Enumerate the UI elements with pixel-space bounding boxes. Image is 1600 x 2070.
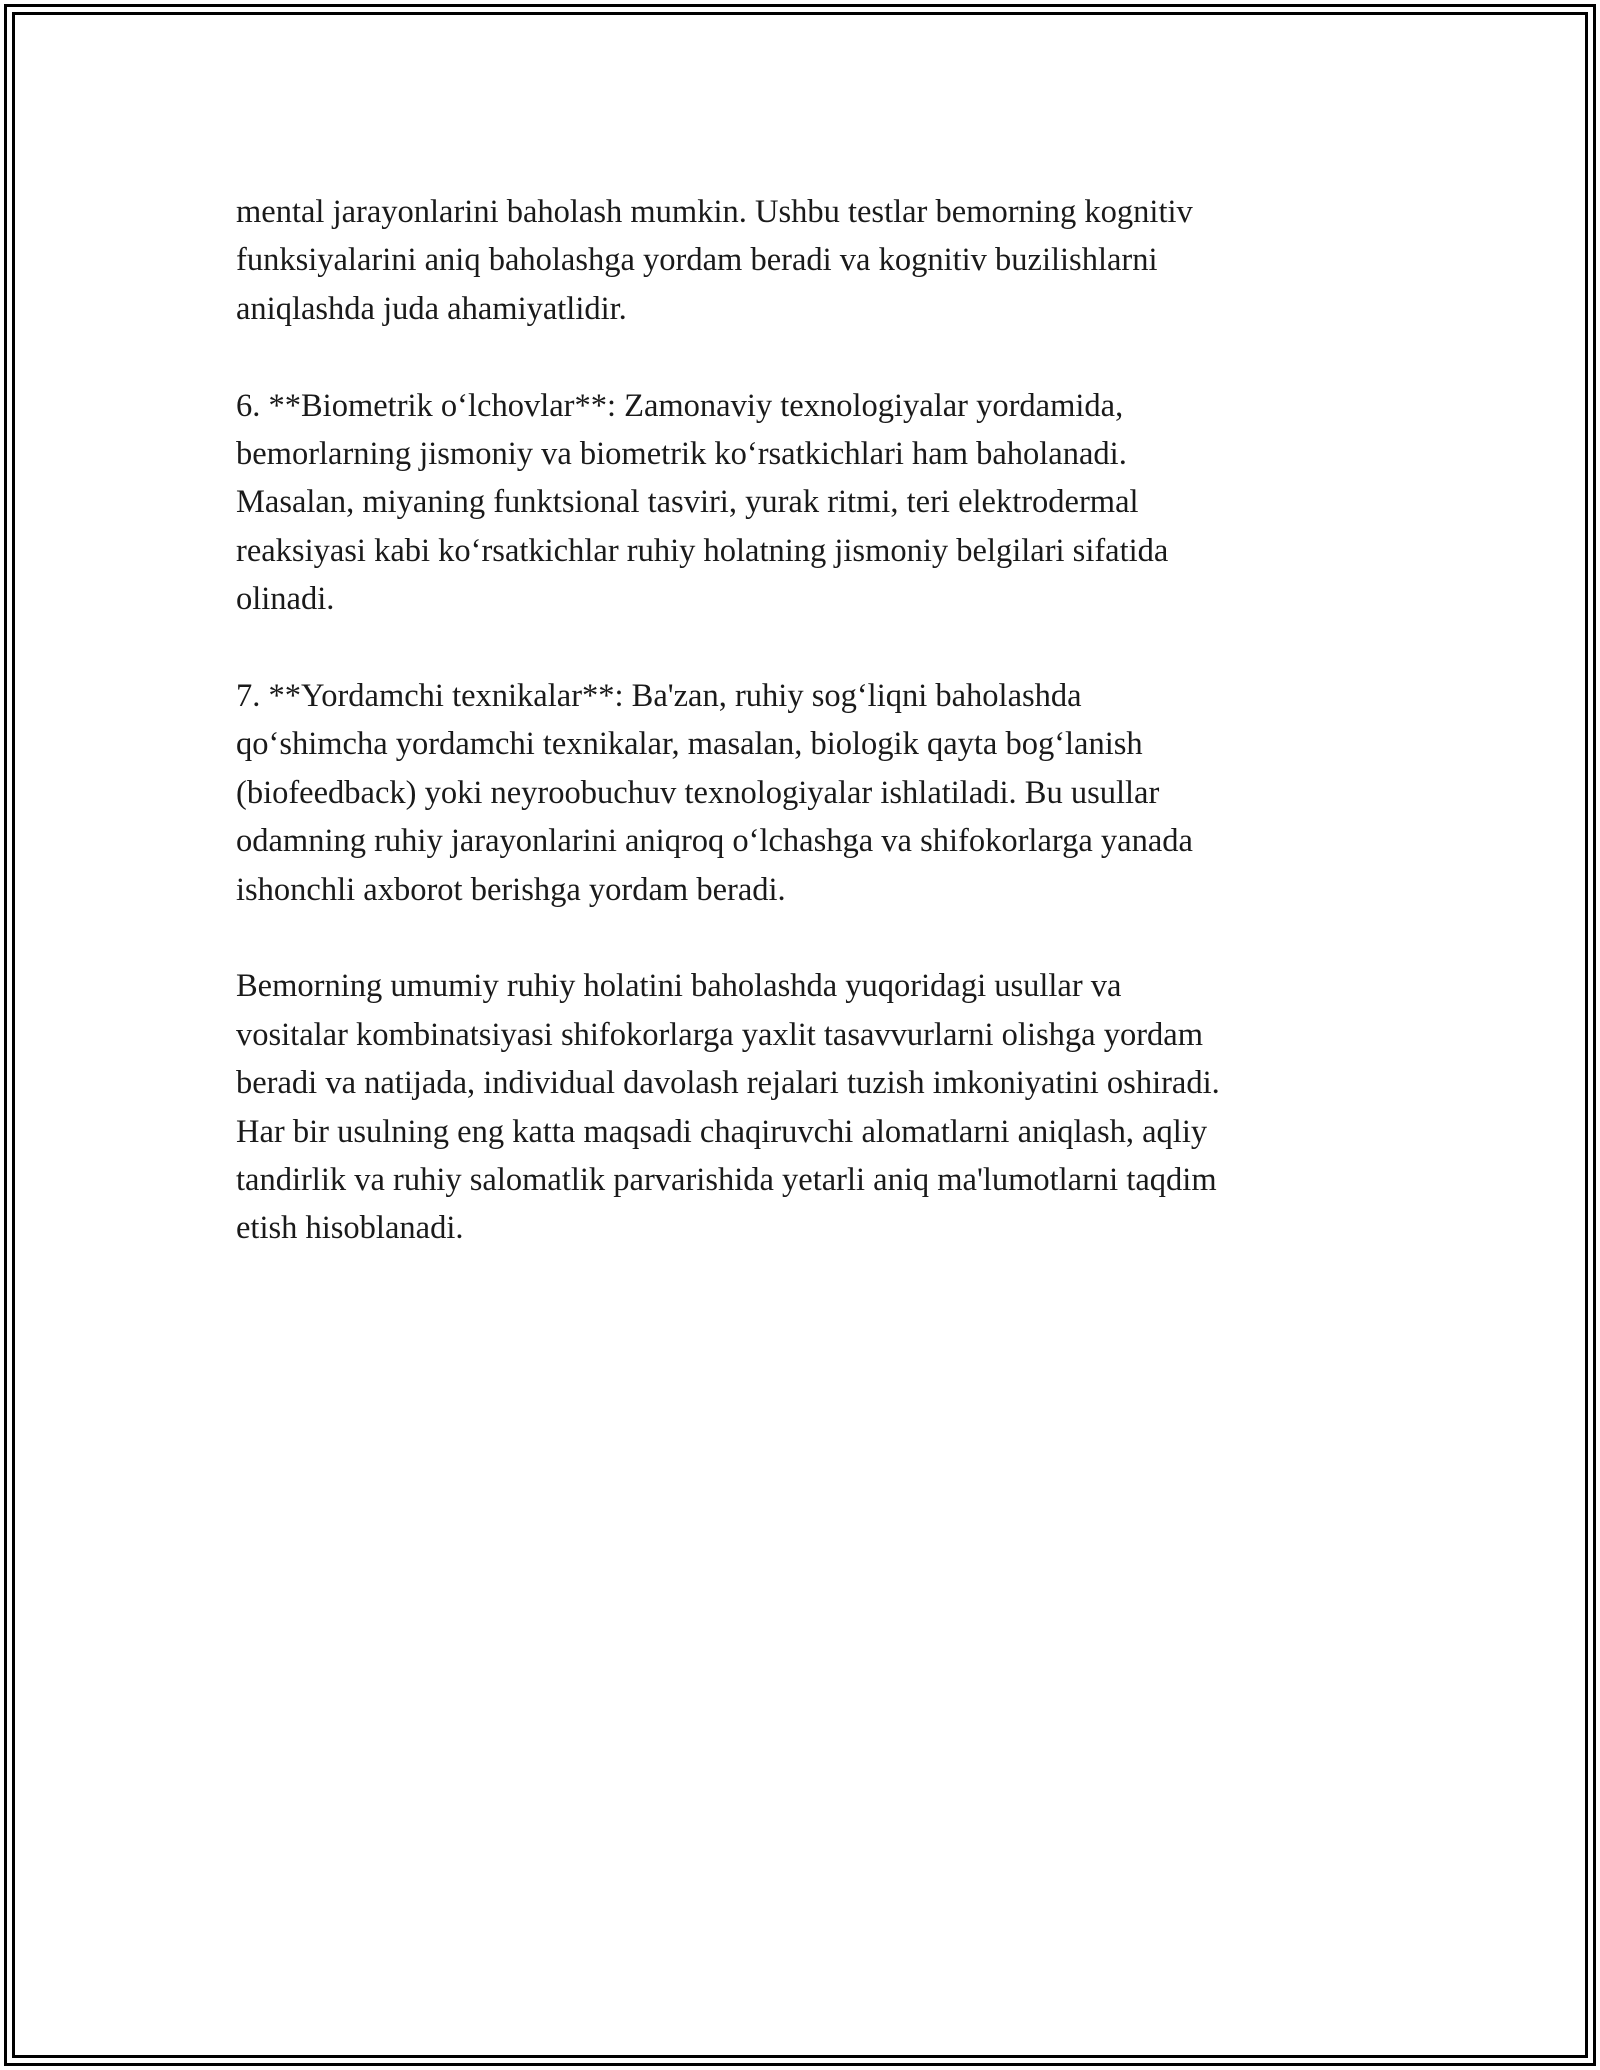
paragraph-cognitive-tests: mental jarayonlarini baholash mumkin. Ushbu testlar bemorning kognitiv funksiyalarini aniq baholashga yordam beradi va kognitiv buzilishlarni aniqlashda juda ahamiyatlidir. [236,194,1193,327]
paragraph-auxiliary-techniques: 7. **Yordamchi texnikalar**: Ba'zan, ruhiy sog‘liqni baholashda qo‘shimcha yordamchi texnikalar, masalan, biologik qayta bog‘lanish (biofeedback) yoki neyroobuchuv texnologiyalar ishlatiladi. Bu usullar odamning ruhiy jarayonlarini aniqroq o‘lchashga va shifokorlarga yanada ishonchli axborot berishga yordam beradi. [236,678,1193,908]
paragraph-biometric-measures: 6. **Biometrik o‘lchovlar**: Zamonaviy texnologiyalar yordamida, bemorlarning jismoniy va biometrik ko‘rsatkichlari ham baholanadi. Masalan, miyaning funktsional tasviri, yurak ritmi, teri elektrodermal reaksiyasi kabi ko‘rsatkichlar ruhiy holatning jismoniy belgilari sifatida olinadi. [236,387,1169,618]
paragraph-conclusion: Bemorning umumiy ruhiy holatini baholashda yuqoridagi usullar va vositalar kombinatsiyasi shifokorlarga yaxlit tasavvurlarni olishga yordam beradi va natijada, individual davolash rejalari tuzish imkoniyatini oshiradi. Har bir usulning eng katta maqsadi chaqiruvchi alomatlarni aniqlash, aqliy tandirlik va ruhiy salomatlik parvarishida yetarli aniq ma'lumotlarni taqdim etish hisoblanadi. [236,968,1220,1247]
document-body [236,188,1366,1301]
